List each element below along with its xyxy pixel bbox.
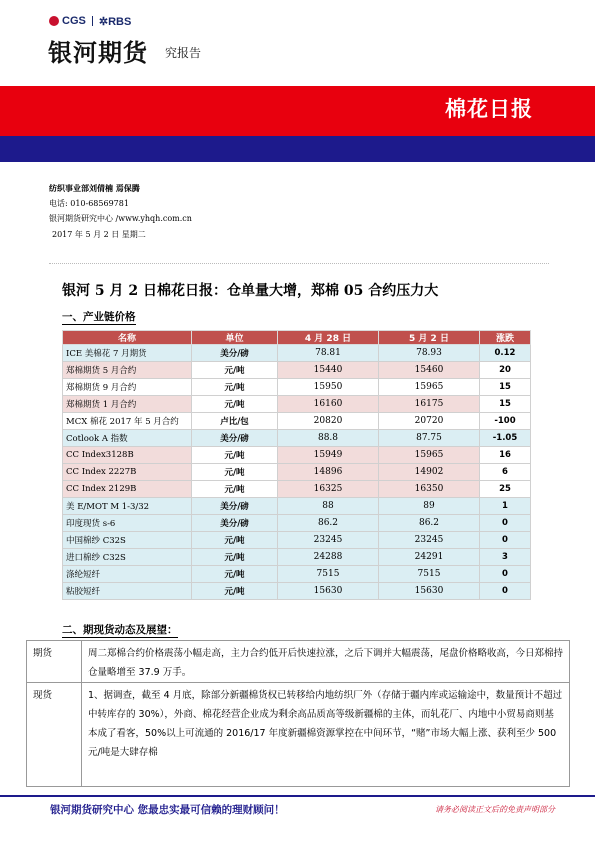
- cgs-logo-icon: [49, 16, 59, 26]
- cell-name: 涤纶短纤: [63, 566, 192, 583]
- cgs-logo: CGS: [49, 15, 86, 27]
- cell-unit: 元/吨: [192, 549, 278, 566]
- cell-change: -100: [480, 413, 531, 430]
- cell-may2: 7515: [379, 566, 480, 583]
- cell-may2: 78.93: [379, 345, 480, 362]
- author-names: 纺织事业部刘倩楠 焉保腾: [49, 183, 140, 193]
- cell-apr28: 15949: [278, 447, 379, 464]
- cell-change: 0: [480, 566, 531, 583]
- report-date: 2017 年 5 月 2 日 星期二: [52, 230, 146, 239]
- header-blue-band: [0, 136, 595, 162]
- table-row: [63, 481, 531, 498]
- cell-may2: 87.75: [379, 430, 480, 447]
- cell-change: 20: [480, 362, 531, 379]
- cell-may2: 15965: [379, 447, 480, 464]
- footer-disclaimer: 请务必阅读正文后的免责声明部分: [435, 805, 555, 814]
- cell-name: 郑棉期货 9 月合约: [63, 379, 192, 396]
- cell-name: ICE 美棉花 7 月期货: [63, 345, 192, 362]
- table-row: [63, 583, 531, 600]
- cell-name: CC Index 2227B: [63, 464, 192, 481]
- table-row: [63, 430, 531, 447]
- col-may2: 5 月 2 日: [379, 331, 480, 345]
- cell-apr28: 16325: [278, 481, 379, 498]
- col-apr28: 4 月 28 日: [278, 331, 379, 345]
- table-row: [27, 683, 570, 787]
- cell-unit: 元/吨: [192, 566, 278, 583]
- cell-unit: 美分/磅: [192, 515, 278, 532]
- page-title: 银河 5 月 2 日棉花日报：仓单量大增，郑棉 05 合约压力大: [62, 283, 439, 299]
- cell-unit: 元/吨: [192, 379, 278, 396]
- cell-may2: 15630: [379, 583, 480, 600]
- cell-may2: 14902: [379, 464, 480, 481]
- cell-apr28: 24288: [278, 549, 379, 566]
- cell-may2: 23245: [379, 532, 480, 549]
- cell-apr28: 78.81: [278, 345, 379, 362]
- table-row: [63, 515, 531, 532]
- cell-unit: 元/吨: [192, 481, 278, 498]
- cell-may2: 20720: [379, 413, 480, 430]
- col-name: 名称: [63, 331, 192, 345]
- cell-apr28: 7515: [278, 566, 379, 583]
- price-table: [62, 330, 531, 600]
- company-logo: [49, 14, 131, 28]
- table-row: [63, 396, 531, 413]
- cell-unit: 元/吨: [192, 396, 278, 413]
- cell-may2: 24291: [379, 549, 480, 566]
- table-row: [63, 362, 531, 379]
- footer-divider: [0, 795, 595, 797]
- cell-change: 25: [480, 481, 531, 498]
- cell-apr28: 88: [278, 498, 379, 515]
- logo-divider: [92, 16, 93, 26]
- table-row: [63, 345, 531, 362]
- table-row: [63, 566, 531, 583]
- rbs-logo: ✲RBS: [98, 15, 132, 28]
- cell-change: 6: [480, 464, 531, 481]
- news-table: [26, 640, 570, 787]
- cell-name: 美 E/MOT M 1-3/32: [63, 498, 192, 515]
- col-unit: 单位: [192, 331, 278, 345]
- cell-may2: 16175: [379, 396, 480, 413]
- cell-name: CC Index 2129B: [63, 481, 192, 498]
- cell-change: 0: [480, 515, 531, 532]
- cell-unit: 卢比/包: [192, 413, 278, 430]
- cell-unit: 元/吨: [192, 532, 278, 549]
- cell-unit: 元/吨: [192, 583, 278, 600]
- table-row: [63, 532, 531, 549]
- table-row: [63, 379, 531, 396]
- cell-name: 郑棉期货 1 月合约: [63, 396, 192, 413]
- cell-name: 中国棉纱 C32S: [63, 532, 192, 549]
- table-row: [27, 641, 570, 683]
- cell-name: Cotlook A 指数: [63, 430, 192, 447]
- cell-apr28: 86.2: [278, 515, 379, 532]
- cell-may2: 15460: [379, 362, 480, 379]
- table-row: [63, 447, 531, 464]
- col-change: 涨跌: [480, 331, 531, 345]
- cell-change: 15: [480, 396, 531, 413]
- cell-change: 0: [480, 583, 531, 600]
- cell-name: MCX 棉花 2017 年 5 月合约: [63, 413, 192, 430]
- cell-may2: 16350: [379, 481, 480, 498]
- cell-apr28: 14896: [278, 464, 379, 481]
- cell-change: 0.12: [480, 345, 531, 362]
- section-title-news: 二、期现货动态及展望：: [62, 624, 178, 636]
- cell-apr28: 15950: [278, 379, 379, 396]
- cell-unit: 美分/磅: [192, 498, 278, 515]
- cell-unit: 元/吨: [192, 447, 278, 464]
- cell-name: 进口棉纱 C32S: [63, 549, 192, 566]
- brand-subtitle: 究报告: [165, 46, 202, 60]
- cell-change: 3: [480, 549, 531, 566]
- cell-unit: 美分/磅: [192, 345, 278, 362]
- footer-slogan: 银河期货研究中心 您最忠实最可信赖的理财顾问！: [50, 804, 285, 816]
- cell-apr28: 23245: [278, 532, 379, 549]
- cell-unit: 元/吨: [192, 464, 278, 481]
- table-row: [63, 549, 531, 566]
- table-header-row: [63, 331, 531, 345]
- cell-change: 0: [480, 532, 531, 549]
- news-text-spot: 1、据调查，截至 4 月底，除部分新疆棉货权已转移给内地纺织厂外（存储于疆内库或运输途中，数量预计不超过中转库存的 30%），外商、棉花经营企业成为剩余高品质高等级新疆棉的主体，而轧花厂、内地中小贸易商则基本成了看客，50%以上可流通的 2016/17 年度新疆棉资源掌控在中间环节，“赌”市场大幅上涨、获利至少 500 元/吨是大肆存棉: [88, 690, 563, 758]
- cell-change: 1: [480, 498, 531, 515]
- cell-unit: 美分/磅: [192, 430, 278, 447]
- cell-apr28: 16160: [278, 396, 379, 413]
- author-org: 银河期货研究中心 /www.yhqh.com.cn: [49, 214, 192, 223]
- cell-change: 16: [480, 447, 531, 464]
- table-row: [63, 464, 531, 481]
- table-row: [63, 413, 531, 430]
- divider: [49, 263, 549, 264]
- header-red-band: [0, 86, 595, 136]
- cell-name: 粘胶短纤: [63, 583, 192, 600]
- cell-may2: 86.2: [379, 515, 480, 532]
- brand-name: 银河期货: [48, 39, 148, 67]
- cell-name: 印度现货 s-6: [63, 515, 192, 532]
- cell-apr28: 20820: [278, 413, 379, 430]
- cell-name: CC Index3128B: [63, 447, 192, 464]
- cell-may2: 89: [379, 498, 480, 515]
- cell-apr28: 88.8: [278, 430, 379, 447]
- cell-change: -1.05: [480, 430, 531, 447]
- cell-apr28: 15440: [278, 362, 379, 379]
- news-cell-spot: [82, 683, 570, 787]
- cell-change: 15: [480, 379, 531, 396]
- news-label-spot: 现货: [27, 683, 82, 787]
- cell-may2: 15965: [379, 379, 480, 396]
- section-title-prices: 一、产业链价格: [62, 311, 136, 323]
- report-title: 棉花日报: [445, 97, 533, 121]
- author-phone: 电话: 010-68569781: [49, 199, 129, 208]
- cell-name: 郑棉期货 5 月合约: [63, 362, 192, 379]
- news-label-futures: 期货: [27, 641, 82, 683]
- cell-apr28: 15630: [278, 583, 379, 600]
- cell-unit: 元/吨: [192, 362, 278, 379]
- news-text-futures: 周二郑棉合约价格震荡小幅走高，主力合约低开后快速拉涨，之后下调并大幅震荡，尾盘价格略收高，今日郑棉持仓量略增至 37.9 万手。: [82, 641, 570, 683]
- table-row: [63, 498, 531, 515]
